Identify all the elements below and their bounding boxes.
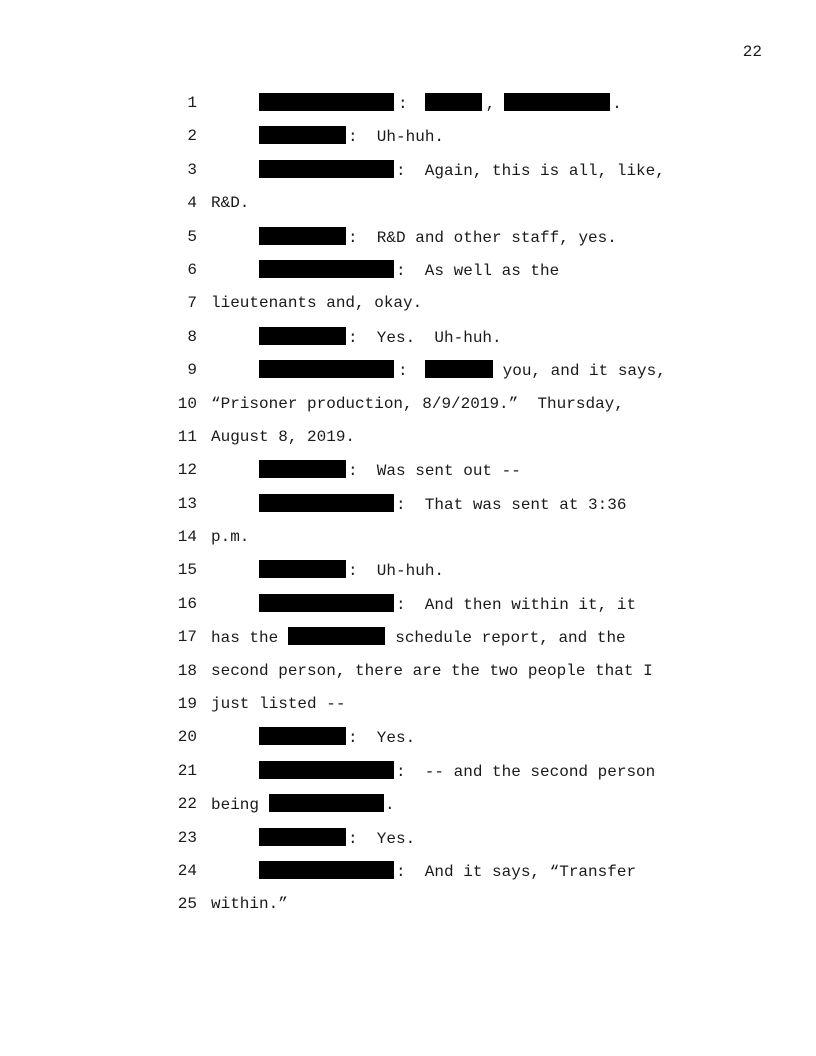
line-text: : Uh-huh. — [348, 128, 445, 147]
redaction-box — [259, 227, 346, 245]
line-content — [259, 494, 626, 515]
transcript-line — [0, 661, 816, 694]
transcript-line — [0, 594, 816, 627]
transcript-line — [0, 327, 816, 360]
line-number: 4 — [187, 194, 197, 213]
line-number: 16 — [177, 594, 197, 613]
line-text: : R&D and other staff, yes. — [348, 228, 617, 247]
redaction-box — [288, 627, 385, 645]
line-number: 15 — [177, 561, 197, 580]
line-text: has the — [211, 629, 279, 648]
transcript-line — [0, 694, 816, 727]
line-text: just listed -- — [211, 695, 346, 714]
line-number: 23 — [177, 828, 197, 847]
line-text: second person, there are the two people that I — [211, 661, 653, 680]
line-content — [259, 828, 415, 849]
redaction-box — [259, 494, 394, 512]
redaction-box — [504, 93, 610, 111]
period-text: . — [612, 95, 622, 113]
transcript-line — [0, 894, 816, 927]
line-number: 9 — [187, 361, 197, 380]
line-content — [259, 126, 444, 147]
redaction-box — [259, 560, 346, 578]
redaction-box — [259, 260, 394, 278]
transcript-line — [0, 727, 816, 760]
redaction-box — [425, 93, 482, 111]
line-number: 19 — [177, 695, 197, 714]
line-text: : Yes. — [348, 729, 416, 748]
line-number: 13 — [177, 494, 197, 513]
line-text: : Yes. Uh-huh. — [348, 328, 502, 347]
line-content — [259, 761, 655, 782]
line-content — [259, 360, 666, 381]
transcript-body — [0, 93, 816, 928]
line-content — [259, 260, 559, 281]
transcript-line — [0, 293, 816, 326]
transcript-line — [0, 560, 816, 593]
line-content — [259, 560, 444, 581]
line-number: 1 — [187, 94, 197, 112]
line-text: : -- and the second person — [396, 762, 656, 781]
line-text: “Prisoner production, 8/9/2019.” Thursday, — [211, 394, 624, 413]
redaction-box — [259, 93, 394, 111]
transcript-line — [0, 427, 816, 460]
line-content — [259, 327, 502, 348]
redaction-box — [259, 460, 346, 478]
transcript-line — [0, 460, 816, 493]
redaction-box — [425, 360, 493, 378]
line-text: August 8, 2019. — [211, 427, 356, 446]
redaction-box — [259, 828, 346, 846]
redaction-box — [259, 360, 394, 378]
transcript-line — [0, 360, 816, 393]
transcript-line — [0, 193, 816, 226]
redaction-box — [259, 761, 394, 779]
line-text: : Uh-huh. — [348, 562, 445, 581]
transcript-line — [0, 126, 816, 159]
redaction-box — [259, 160, 394, 178]
line-text: : Was sent out -- — [348, 462, 521, 481]
line-text: schedule report, and the — [395, 629, 626, 648]
page-number: 22 — [742, 43, 762, 61]
line-text: within.” — [211, 895, 288, 914]
line-text: : Again, this is all, like, — [396, 161, 665, 180]
transcript-line — [0, 160, 816, 193]
line-number: 20 — [177, 728, 197, 747]
redaction-box — [269, 794, 384, 812]
line-text: : Yes. — [348, 829, 416, 848]
line-number: 6 — [187, 260, 197, 279]
line-text: : And it says, “Transfer — [396, 862, 637, 881]
line-number: 24 — [177, 861, 197, 880]
line-number: 17 — [177, 628, 197, 647]
speaker-separator: : — [398, 95, 408, 113]
transcript-line — [0, 794, 816, 827]
redaction-box — [259, 727, 346, 745]
transcript-line — [0, 93, 816, 126]
line-content — [259, 460, 521, 481]
line-number: 8 — [187, 327, 197, 346]
line-number: 14 — [177, 528, 197, 547]
line-text: : And then within it, it — [396, 595, 637, 614]
line-text: : As well as the — [396, 261, 560, 280]
transcript-line — [0, 861, 816, 894]
transcript-line — [0, 227, 816, 260]
line-number: 21 — [177, 761, 197, 780]
line-content — [259, 93, 622, 114]
line-number: 5 — [187, 227, 197, 246]
line-content — [259, 727, 415, 748]
line-number: 22 — [177, 795, 197, 814]
line-number: 25 — [177, 895, 197, 914]
redaction-box — [259, 594, 394, 612]
line-text: being — [211, 796, 260, 815]
transcript-line — [0, 761, 816, 794]
line-number: 18 — [177, 661, 197, 680]
line-number: 3 — [187, 160, 197, 179]
line-content — [211, 627, 626, 648]
redaction-box — [259, 126, 346, 144]
line-text: you, and it says, — [502, 362, 666, 381]
period-text: . — [385, 796, 395, 815]
line-content — [211, 794, 395, 815]
line-content — [259, 861, 636, 882]
line-text: R&D. — [211, 194, 250, 213]
transcript-line — [0, 494, 816, 527]
line-content — [259, 227, 617, 248]
transcript-line — [0, 627, 816, 660]
line-content — [259, 160, 665, 181]
line-number: 11 — [177, 427, 197, 446]
line-number: 10 — [177, 394, 197, 413]
redaction-box — [259, 327, 346, 345]
comma-text: , — [485, 95, 496, 113]
line-content — [259, 594, 636, 615]
line-number: 2 — [187, 127, 197, 146]
transcript-line — [0, 828, 816, 861]
speaker-separator: : — [398, 362, 408, 381]
line-text: p.m. — [211, 528, 250, 547]
transcript-line — [0, 394, 816, 427]
transcript-line — [0, 260, 816, 293]
line-text: : That was sent at 3:36 — [396, 495, 627, 514]
line-number: 12 — [177, 461, 197, 480]
line-text: lieutenants and, okay. — [211, 294, 423, 313]
redaction-box — [259, 861, 394, 879]
transcript-line — [0, 527, 816, 560]
line-number: 7 — [187, 294, 197, 313]
